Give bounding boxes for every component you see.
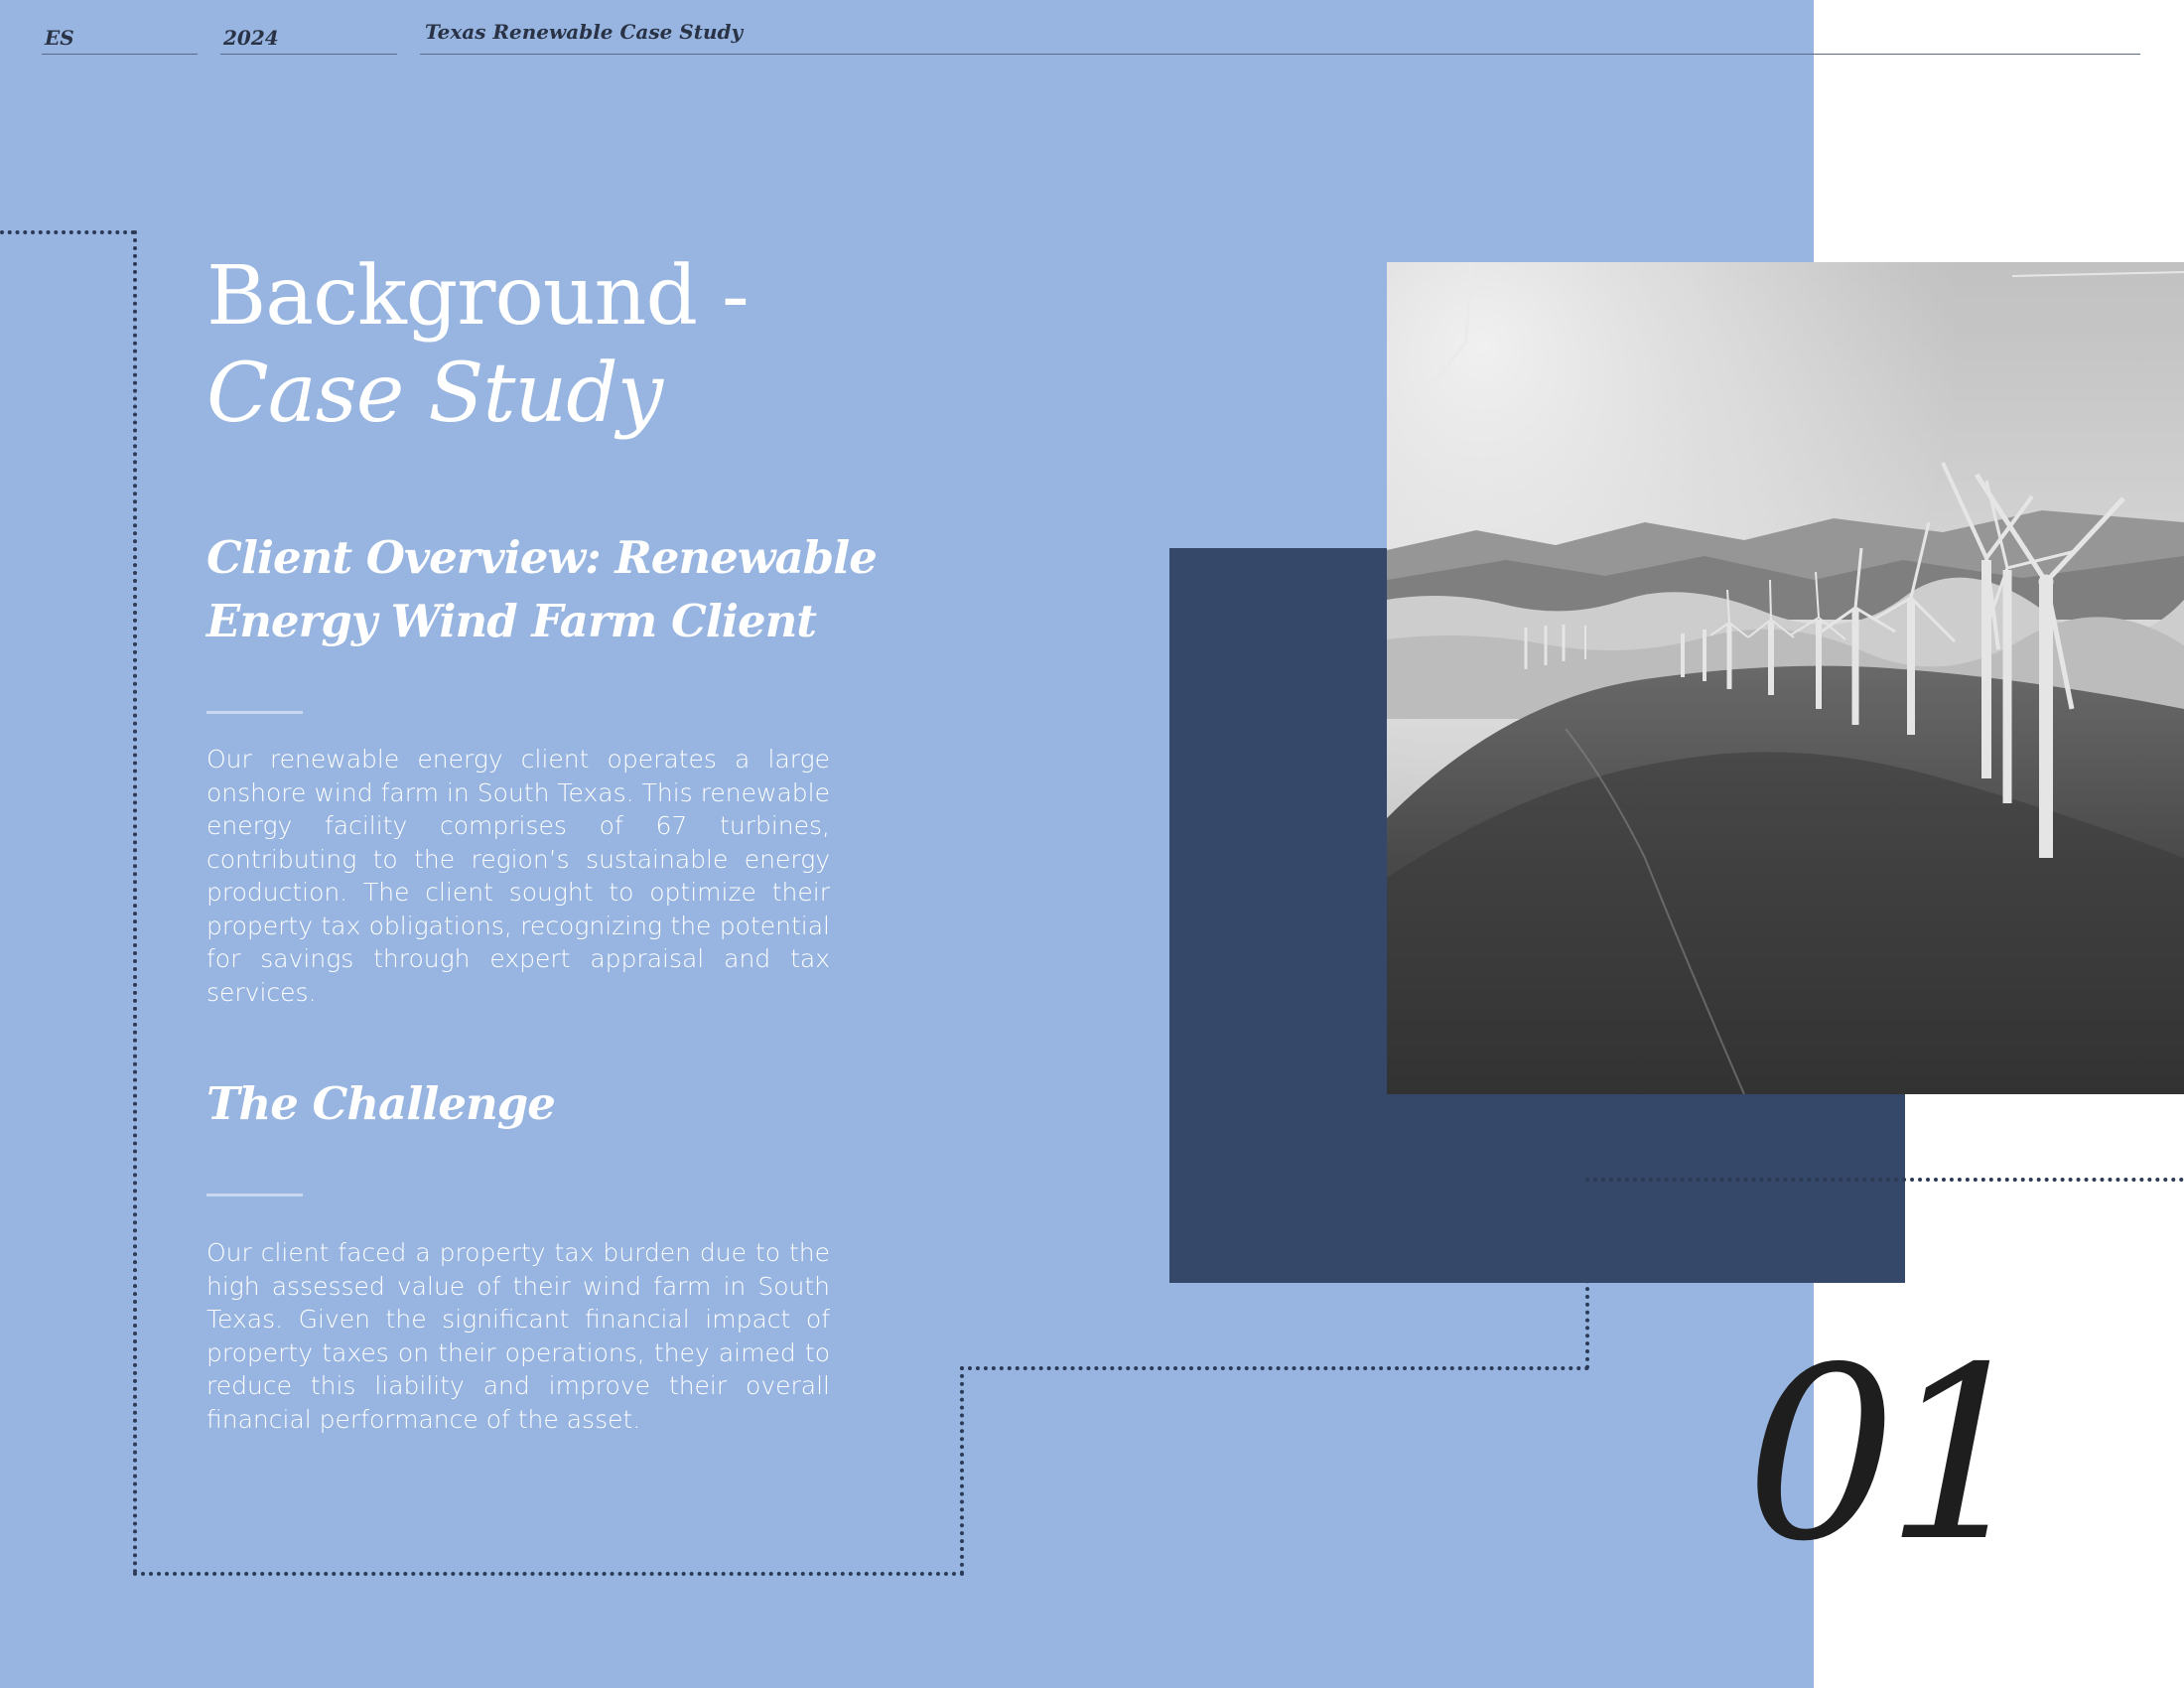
overview-heading [206,526,877,653]
page-number: 01 [1745,1316,2025,1594]
dotted-line-left-vertical [133,230,137,1575]
page-title [206,248,749,443]
dotted-line-right-horizontal [1585,1178,2184,1182]
dotted-line-step-horizontal [960,1366,1589,1370]
challenge-divider [206,1194,303,1196]
header-year: 2024 [220,18,397,55]
dotted-line-step-vertical [960,1366,964,1575]
challenge-heading: The Challenge [206,1077,555,1130]
dotted-line-top-left [0,230,135,234]
wind-farm-photo [1387,262,2184,1094]
page-title-line1: Background - [206,249,749,344]
overview-divider [206,711,303,714]
wind-farm-illustration [1387,262,2184,1094]
header-doc-title: Texas Renewable Case Study [420,18,2140,55]
overview-body: Our renewable energy client operates a large onshore wind farm in South Texas. This renewable energy facility comprises of 67 turbines, contributing to the region’s sustainable energy production. The client sought to optimize their property tax obligations, recognizing the potential for savings through expert appraisal and tax services. [206,745,830,1007]
overview-heading-line1: Client Overview: Renewable [206,531,877,584]
header-initials: ES [42,18,198,55]
overview-heading-line2: Energy Wind Farm Client [206,595,817,647]
challenge-body: Our client faced a property tax burden due to the high assessed value of their wind farm in South Texas. Given the significant financial impact of property taxes on their operations, they aimed to reduce this liability and improve their overall financial performance of the asset. [206,1238,830,1434]
page-title-line2: Case Study [206,347,663,441]
dotted-line-bottom [133,1572,965,1576]
